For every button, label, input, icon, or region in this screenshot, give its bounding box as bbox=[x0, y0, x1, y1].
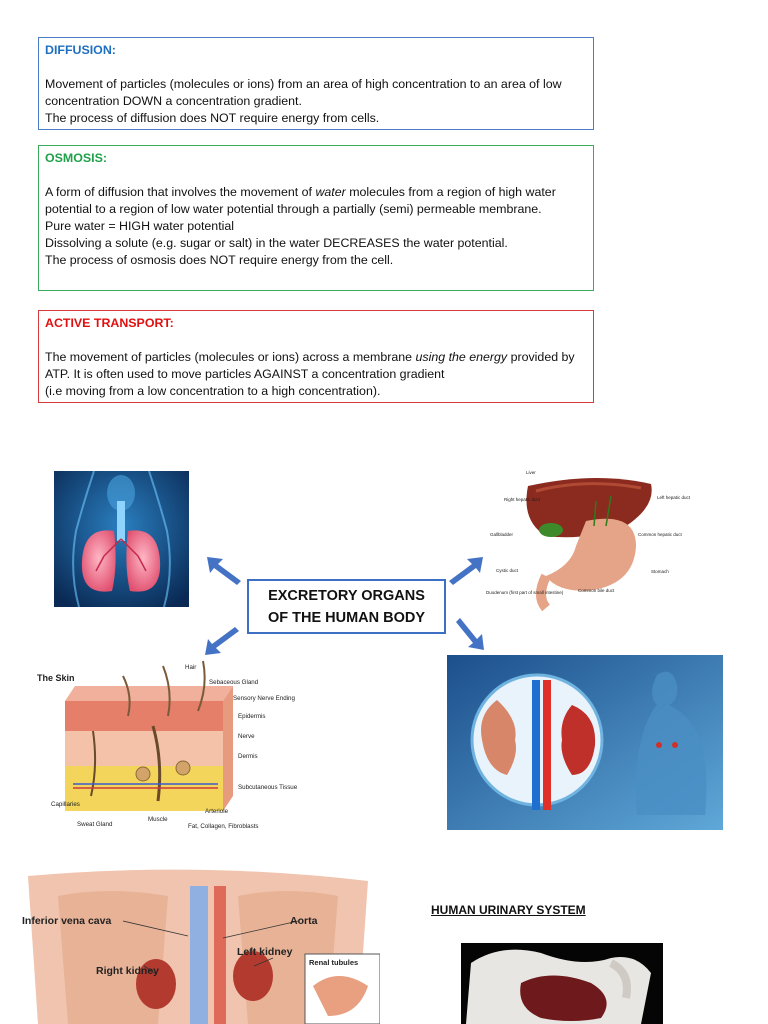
osmosis-line-3: Dissolving a solute (e.g. sugar or salt) in the water DECREASES the water potential. bbox=[45, 236, 508, 250]
liver-label-right-hepatic: Right hepatic duct bbox=[504, 497, 541, 502]
arrow-down-left-icon bbox=[201, 623, 241, 659]
title-line-1: EXCRETORY ORGANS bbox=[268, 587, 425, 604]
skin-image bbox=[33, 656, 318, 833]
skin-label-sebaceous: Sebaceous Gland bbox=[209, 679, 259, 686]
active-line-2: (i.e moving from a low concentration to a high concentration). bbox=[45, 384, 381, 398]
arrow-down-right-icon bbox=[452, 616, 488, 654]
active-line-1-em: using the energy bbox=[415, 350, 508, 364]
active-line-1-b: provided by ATP. It is often used to move particles AGAINST a concentration gradient bbox=[45, 350, 575, 381]
liver-label-cystic: Cystic duct bbox=[496, 568, 519, 573]
skin-label-muscle: Muscle bbox=[148, 816, 168, 823]
osmosis-line-1-em: water bbox=[315, 185, 346, 199]
skin-label-sweat-gland: Sweat Gland bbox=[77, 821, 113, 828]
liver-label-duodenum: Duodenum (first part of small intestine) bbox=[486, 590, 564, 595]
urinary-label-ivc: Inferior vena cava bbox=[22, 915, 112, 927]
urinary-label-left-kidney: Left kidney bbox=[237, 946, 293, 958]
urinary-system-image bbox=[18, 866, 380, 1024]
skin-label-dermis: Dermis bbox=[238, 753, 258, 760]
liver-label-gallbladder: Gallbladder bbox=[490, 532, 514, 537]
liver-label-stomach: Stomach bbox=[651, 569, 669, 574]
osmosis-heading: OSMOSIS: bbox=[45, 151, 107, 165]
skin-label-nerve: Nerve bbox=[238, 733, 255, 740]
osmosis-line-4: The process of osmosis does NOT require energy from the cell. bbox=[45, 253, 394, 267]
osmosis-box bbox=[38, 145, 594, 291]
liver-label-common-hepatic: Common hepatic duct bbox=[638, 532, 682, 537]
urinary-system-caption: HUMAN URINARY SYSTEM bbox=[431, 903, 586, 917]
title-line-2: OF THE HUMAN BODY bbox=[267, 609, 426, 626]
arrow-up-right-icon bbox=[447, 553, 487, 587]
diffusion-line-1: Movement of particles (molecules or ions) from an area of high concentration to an area of low concentration DOWN a concentration gradient. bbox=[45, 77, 562, 108]
diffusion-heading: DIFFUSION: bbox=[45, 43, 116, 57]
skin-title: The Skin bbox=[37, 673, 75, 683]
diffusion-box bbox=[38, 37, 594, 130]
liver-image bbox=[476, 466, 691, 611]
lungs-image bbox=[54, 471, 189, 607]
urinary-label-right-kidney: Right kidney bbox=[96, 965, 160, 977]
diffusion-line-2: The process of diffusion does NOT require energy from cells. bbox=[45, 111, 380, 125]
urinary-label-aorta: Aorta bbox=[290, 915, 318, 927]
skin-label-fat: Fat, Collagen, Fibroblasts bbox=[188, 823, 259, 830]
liver-label-common-bile: Common bile duct bbox=[578, 588, 615, 593]
excretory-organs-title bbox=[247, 579, 446, 634]
skin-label-epidermis: Epidermis bbox=[238, 713, 266, 720]
osmosis-line-1-b: molecules from a region of high water potential to a region of low water potential through a partially (semi) permeable membrane. bbox=[45, 185, 556, 216]
skin-label-subcutaneous: Subcutaneous Tissue bbox=[238, 784, 298, 791]
liver-label-left-hepatic: Left hepatic duct bbox=[657, 495, 691, 500]
active-line-1-a: The movement of particles (molecules or ions) across a membrane bbox=[45, 350, 416, 364]
urinary-label-renal-tubules: Renal tubules bbox=[309, 958, 359, 967]
skin-label-sensory: Sensory Nerve Ending bbox=[233, 695, 295, 702]
active-transport-heading: ACTIVE TRANSPORT: bbox=[45, 316, 174, 330]
hand-kidney-photo bbox=[461, 943, 663, 1024]
active-transport-box bbox=[38, 310, 594, 403]
skin-label-capillaries: Capillaries bbox=[51, 801, 80, 808]
osmosis-line-1-a: A form of diffusion that involves the movement of bbox=[45, 185, 316, 199]
skin-label-hair: Hair bbox=[185, 664, 197, 671]
skin-label-arteriole: Arteriole bbox=[205, 808, 229, 815]
osmosis-line-1 bbox=[45, 184, 587, 218]
active-line-1 bbox=[45, 349, 587, 383]
arrow-up-left-icon bbox=[203, 553, 243, 587]
liver-label-liver: Liver bbox=[526, 470, 536, 475]
osmosis-line-2: Pure water = HIGH water potential bbox=[45, 219, 235, 233]
kidney-image bbox=[447, 655, 723, 830]
